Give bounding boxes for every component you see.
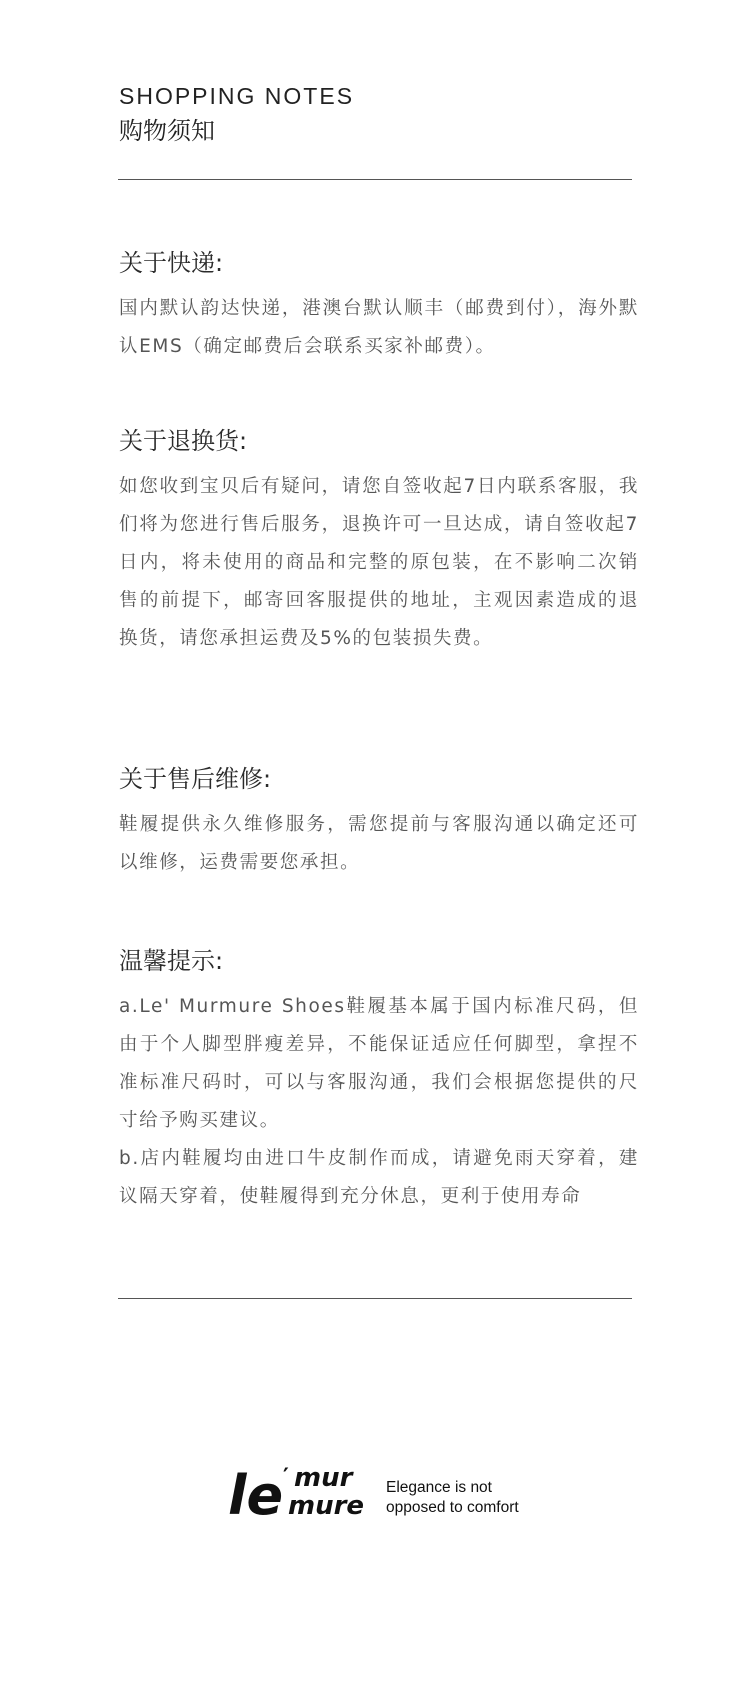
section-returns-body [119,468,639,658]
section-repair-paragraph: 鞋履提供永久维修服务，需您提前与客服沟通以确定还可以维修，运费需要您承担。 [119,814,639,873]
section-express-title: 关于快递: [119,249,224,277]
page-header [119,82,639,148]
section-express-body [119,290,639,366]
section-tips-body [119,988,639,1216]
logo-mure-text: mure [288,1491,365,1521]
logo-accent-text: ′ [283,1465,289,1490]
page-title-en: SHOPPING NOTES [119,83,355,109]
section-tips-item-a: a.Le' Murmure Shoes鞋履基本属于国内标准尺码，但由于个人脚型胖瘦差异，不能保证适应任何脚型，拿捏不准标准尺码时，可以与客服沟通，我们会根据您提供的尺寸给予购买建议。 [119,996,639,1131]
logo-mur-text: mur [294,1463,353,1493]
top-divider [118,179,632,180]
section-repair-body [119,806,639,882]
section-tips-title: 温馨提示: [119,947,224,975]
section-returns-paragraph: 如您收到宝贝后有疑问，请您自签收起7日内联系客服，我们将为您进行售后服务，退换许可一旦达成，请自签收起7日内，将未使用的商品和完整的原包装，在不影响二次销售的前提下，邮寄回客服提供的地址，主观因素造成的退换货，请您承担运费及5%的包装损失费。 [119,476,639,649]
brand-slogan-line1: Elegance is not [386,1479,492,1496]
section-returns-title: 关于退换货: [119,427,248,455]
logo-le-text: le [228,1464,284,1522]
brand-slogan-line2: opposed to comfort [386,1499,519,1516]
brand-logo-mark-icon [228,1462,378,1522]
section-express [119,246,639,366]
section-repair-title: 关于售后维修: [119,765,272,793]
section-repair [119,762,639,882]
section-tips-item-b: b.店内鞋履均由进口牛皮制作而成，请避免雨天穿着，建议隔天穿着，使鞋履得到充分休息，更利于使用寿命 [119,1148,639,1207]
section-tips [119,944,639,1216]
brand-logo [228,1462,528,1522]
bottom-divider [118,1298,632,1299]
section-express-paragraph: 国内默认韵达快递，港澳台默认顺丰（邮费到付），海外默认EMS（确定邮费后会联系买家补邮费）。 [119,298,639,357]
section-returns [119,424,639,658]
page-title-zh: 购物须知 [119,117,215,145]
brand-slogan [386,1478,519,1518]
